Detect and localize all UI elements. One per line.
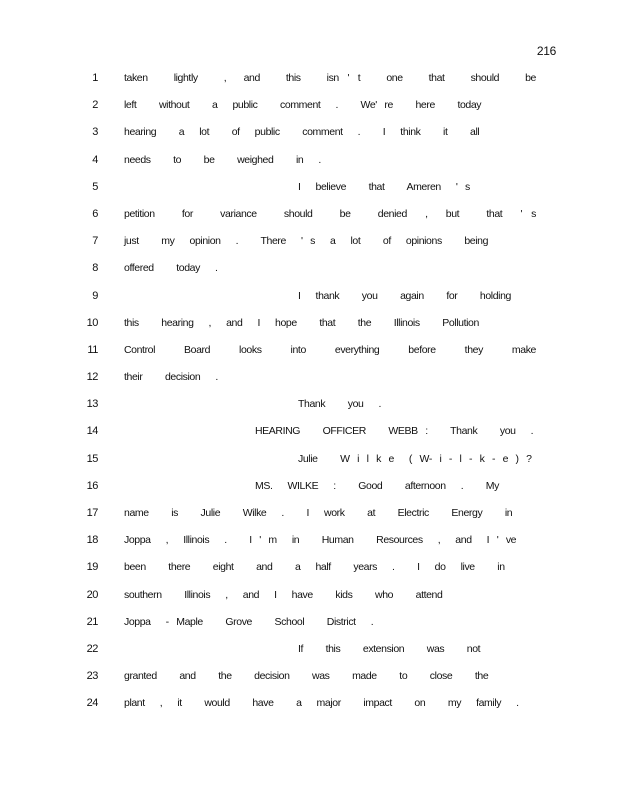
- line-text: this hearing , and I hope that the Illinois Pollution: [124, 316, 479, 329]
- transcript-line: [0, 315, 618, 342]
- transcript-line: [0, 206, 618, 233]
- line-text: been there eight and a half years . I do live in: [124, 561, 505, 574]
- line-number: 8: [92, 262, 98, 275]
- line-text: left without a public comment . We' re here today: [124, 99, 482, 112]
- line-text: Joppa , Illinois . I ' m in Human Resources , and I ' ve: [124, 534, 517, 547]
- transcript-line: [0, 288, 618, 315]
- line-text: plant , it would have a major impact on my family .: [124, 697, 519, 710]
- line-text: granted and the decision was made to close the: [124, 670, 489, 683]
- line-text: just my opinion . There ' s a lot of opinions being: [124, 235, 489, 248]
- line-text: HEARING OFFICER WEBB : Thank you .: [255, 425, 534, 438]
- line-text: Thank you .: [298, 398, 382, 411]
- line-text: their decision .: [124, 371, 218, 384]
- transcript-line: [0, 369, 618, 396]
- line-text: hearing a lot of public comment . I think it all: [124, 126, 480, 139]
- line-text: MS. WILKE : Good afternoon . My: [255, 479, 499, 492]
- line-text: petition for variance should be denied , but that ' s: [124, 207, 536, 220]
- line-text: I thank you again for holding: [298, 289, 511, 302]
- transcript-line: [0, 342, 618, 369]
- line-number: 12: [86, 371, 98, 384]
- transcript-line: [0, 124, 618, 151]
- transcript-line: [0, 70, 618, 97]
- transcript-line: [0, 233, 618, 260]
- line-text: If this extension was not: [298, 642, 481, 655]
- line-text: name is Julie Wilke . I work at Electric Energy in: [124, 507, 513, 519]
- transcript-line: [0, 587, 618, 614]
- line-number: 19: [86, 561, 98, 574]
- line-number: 17: [86, 507, 98, 519]
- line-number: 15: [86, 452, 98, 465]
- line-text: I believe that Ameren ' s: [298, 180, 470, 193]
- line-number: 14: [86, 425, 98, 438]
- transcript-line: [0, 695, 618, 722]
- transcript-line: [0, 260, 618, 287]
- line-number: 16: [86, 479, 98, 492]
- line-text: Control Board looks into everything before they make: [124, 343, 536, 356]
- transcript-line: [0, 423, 618, 450]
- line-number: 2: [92, 99, 98, 112]
- transcript-line: [0, 668, 618, 695]
- line-text: taken lightly , and this isn ' t one that should be: [124, 72, 536, 84]
- line-number: 9: [92, 289, 98, 302]
- line-number: 23: [86, 670, 98, 683]
- line-text: Joppa - Maple Grove School District .: [124, 615, 374, 628]
- transcript-line: [0, 614, 618, 641]
- line-number: 4: [92, 153, 98, 166]
- transcript-line: [0, 179, 618, 206]
- line-number: 7: [92, 235, 98, 248]
- transcript-line: [0, 152, 618, 179]
- line-number: 18: [86, 534, 98, 547]
- line-number: 20: [86, 588, 98, 601]
- transcript-line: [0, 559, 618, 586]
- transcript-line: [0, 478, 618, 505]
- line-number: 13: [86, 398, 98, 411]
- line-number: 5: [92, 180, 98, 193]
- transcript-line: [0, 505, 618, 532]
- line-number: 11: [87, 343, 98, 356]
- page-number: 216: [536, 44, 556, 58]
- line-number: 22: [86, 642, 98, 655]
- transcript-line: [0, 532, 618, 559]
- line-number: 24: [86, 697, 98, 710]
- line-number: 1: [92, 72, 98, 84]
- transcript-line: [0, 641, 618, 668]
- line-text: offered today .: [124, 262, 218, 275]
- line-number: 3: [92, 126, 98, 139]
- line-number: 21: [86, 615, 98, 628]
- transcript-line: [0, 451, 618, 478]
- transcript-line: [0, 97, 618, 124]
- line-number: 10: [86, 316, 98, 329]
- transcript-body: [0, 70, 618, 723]
- line-text: Julie W i l k e ( W- i - l - k - e ) ?: [298, 452, 532, 465]
- line-text: needs to be weighed in .: [124, 153, 321, 166]
- transcript-line: [0, 396, 618, 423]
- line-number: 6: [92, 207, 98, 220]
- line-text: southern Illinois , and I have kids who attend: [124, 588, 443, 601]
